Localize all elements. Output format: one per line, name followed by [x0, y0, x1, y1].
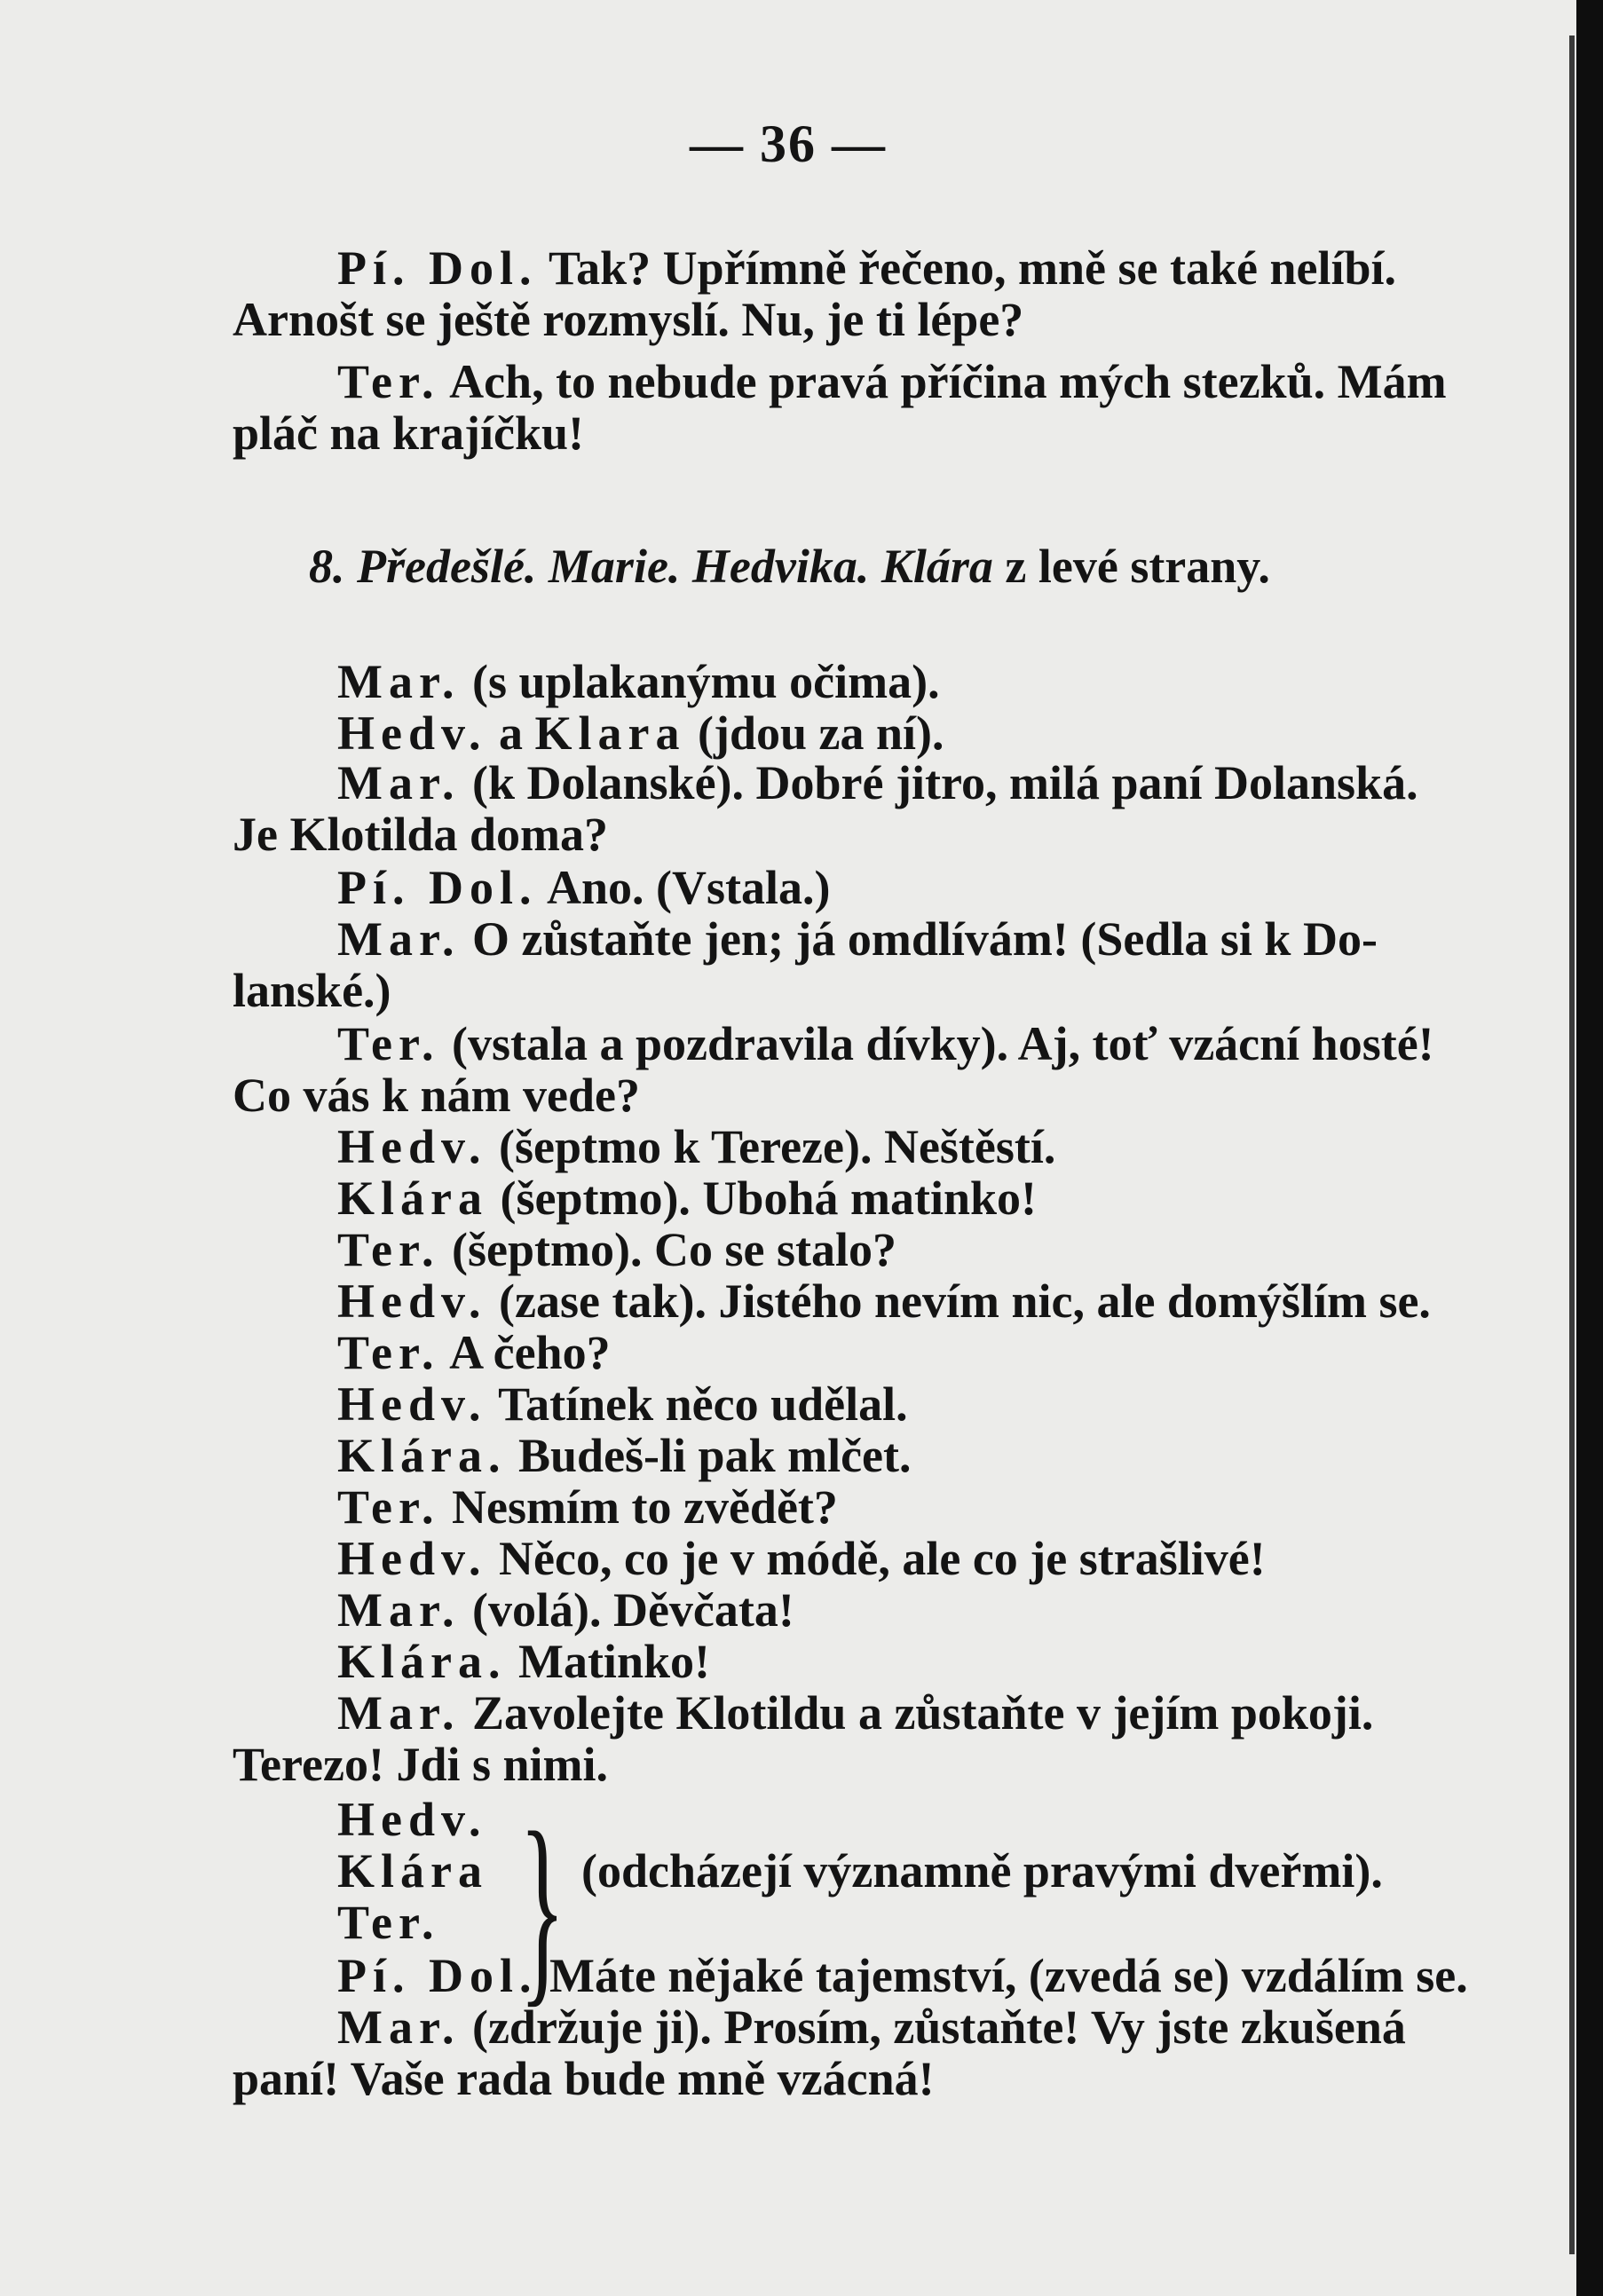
line-text: (zdržuje ji). Prosím, zůstaňte! Vy jste zkušená [471, 2000, 1406, 2054]
text-line [337, 355, 1447, 408]
dialogue-line [337, 1686, 1373, 1740]
line-text: Tak? Upřímně řečeno, mně se také nelíbí. [549, 241, 1396, 295]
line-text: Matinko! [517, 1635, 710, 1688]
dialogue-line [337, 1326, 611, 1379]
dialogue-line [337, 912, 1378, 966]
speaker-name: Ter. [337, 355, 440, 408]
speaker-name: Ter. [337, 1223, 440, 1276]
speaker-name: Hedv. [337, 1274, 487, 1328]
dialogue-line [337, 1120, 1055, 1173]
group-speaker: Ter. [337, 1896, 440, 1949]
speaker-name: Klára. [337, 1635, 507, 1688]
line-text: Něco, co je v módě, ale co je strašlivé! [499, 1532, 1266, 1585]
line-text: (šeptmo). Ubohá matinko! [500, 1172, 1038, 1225]
line-text: (s uplakanýmu očima). [471, 655, 940, 708]
line-text: Tatínek něco udělal. [498, 1377, 908, 1431]
line-text: (jdou za ní). [698, 706, 944, 760]
dialogue-line [337, 1172, 1037, 1225]
line-text: (šeptmo k Tereze). Neštěstí. [499, 1120, 1056, 1173]
speaker-name: Mar. [337, 1686, 461, 1740]
scene-number: 8. [309, 540, 345, 593]
scene-direction: z levé strany. [1005, 540, 1270, 593]
line-text: O zůstaňte jen; já omdlívám! (Sedla si k Do- [471, 912, 1378, 966]
dialogue-line [337, 655, 940, 708]
line-text: Máte nějaké tajemství, (zvedá se) vzdálím se. [549, 1949, 1468, 2002]
line-text: Nesmím to zvědět? [452, 1480, 838, 1534]
speaker-name: Hedv. [337, 706, 487, 760]
scene-characters: Předešlé. Marie. Hedvika. Klára [357, 540, 993, 593]
speaker-name: Hedv. [337, 1120, 487, 1173]
dialogue-line [337, 1223, 896, 1276]
speaker-name: Mar. [337, 756, 461, 809]
dialogue-line [337, 1429, 912, 1482]
dialogue-line [337, 861, 831, 914]
speaker-name: Klára [337, 1172, 488, 1225]
line-text: (šeptmo). Co se stalo? [452, 1223, 896, 1276]
dialogue-line [337, 2000, 1406, 2054]
dialogue-line [337, 1949, 1468, 2002]
speaker-name: Mar. [337, 2000, 461, 2054]
dialogue-line [337, 756, 1418, 809]
page-number: — 36 — [690, 114, 887, 173]
speaker-name: Mar. [337, 912, 461, 966]
stage-direction: (odcházejí významně pravými dveřmi). [581, 1844, 1383, 1898]
text-line [337, 241, 1396, 295]
speaker-name: Mar. [337, 1583, 461, 1637]
dialogue-continuation: lanské.) [233, 964, 391, 1017]
line-text: (vstala a pozdravila dívky). Aj, toť vzácní hosté! [452, 1017, 1434, 1070]
line-text: Budeš-li pak mlčet. [517, 1429, 912, 1482]
dialogue-line [337, 1377, 908, 1431]
speaker-name: Ter. [337, 1017, 440, 1070]
dialogue-continuation: Je Klotilda doma? [233, 808, 609, 861]
dialogue-line [337, 706, 944, 760]
line-text: (zase tak). Jistého nevím nic, ale domýšlím se. [499, 1274, 1431, 1328]
line-text: Ano. (Vstala.) [547, 861, 831, 914]
speaker-name: Mar. [337, 655, 461, 708]
scene-heading [309, 540, 1270, 593]
speaker-name: Pí. Dol. [337, 861, 538, 914]
speaker-name: Ter. [337, 1480, 440, 1534]
dialogue-continuation: Co vás k nám vede? [233, 1069, 641, 1122]
page-edge [1569, 36, 1575, 2254]
dialogue-line [337, 1583, 794, 1637]
dialogue-line [337, 1532, 1266, 1585]
speaker-name: Klára. [337, 1429, 507, 1482]
speaker-name: Hedv. [337, 1377, 487, 1431]
speaker-name: Ter. [337, 1326, 440, 1379]
speaker-name: Pí. Dol. [337, 1949, 538, 2002]
text-line: pláč na krajíčku! [233, 406, 585, 460]
dialogue-line [337, 1274, 1431, 1328]
line-text: (volá). Děvčata! [471, 1583, 794, 1637]
group-speaker: Hedv. [337, 1793, 487, 1846]
dialogue-continuation: paní! Vaše rada bude mně vzácná! [233, 2052, 935, 2105]
speaker-name: Klara [534, 706, 686, 760]
text-line: Arnošt se ještě rozmyslí. Nu, je ti lépe? [233, 293, 1024, 346]
speaker-name: Hedv. [337, 1532, 487, 1585]
dialogue-line [337, 1480, 838, 1534]
line-text: A čeho? [449, 1326, 611, 1379]
dialogue-continuation: Terezo! Jdi s nimi. [233, 1738, 609, 1791]
line-text: Zavolejte Klotildu a zůstaňte v jejím pokoji. [471, 1686, 1374, 1740]
line-text: a [499, 706, 524, 760]
dialogue-line [337, 1635, 710, 1688]
brace-glyph: } [519, 1788, 565, 2024]
speaker-name: Pí. Dol. [337, 241, 538, 295]
dialogue-line [337, 1017, 1434, 1070]
line-text: Ach, to nebude pravá příčina mých stezků. Mám [449, 355, 1447, 408]
line-text: (k Dolanské). Dobré jitro, milá paní Dolanská. [471, 756, 1418, 809]
group-speaker: Klára [337, 1844, 488, 1898]
